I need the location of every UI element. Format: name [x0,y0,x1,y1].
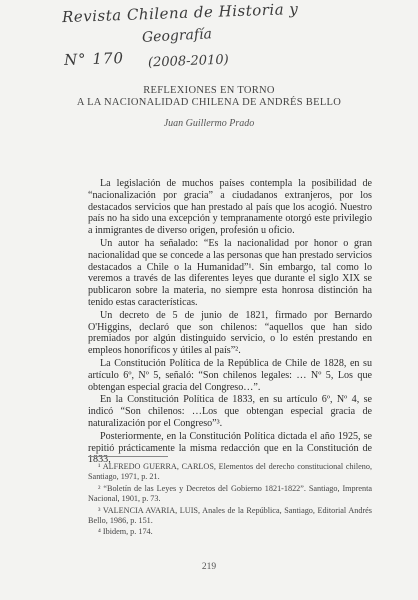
handwritten-note-issue: N° 170 [63,48,125,70]
footnote: ³ VALENCIA AVARIA, LUIS, Anales de la República, Santiago, Editorial Andrés Bello, 1986, p. 151. [88,505,372,526]
handwritten-note-years: (2008-2010) [147,52,229,71]
handwritten-note-journal: Revista Chilena de Historia y [61,0,299,27]
article-body [88,178,372,467]
handwritten-note-subject: Geografía [141,26,213,46]
body-paragraph: En la Constitución Política de 1833, en su artículo 6º, Nº 4, se indicó “Son chilenos: …Los que obtengan especial gracia de naturalización por el Congreso”³. [88,394,372,429]
footnote: ⁴ Ibidem, p. 174. [98,527,153,537]
page-number: 219 [201,562,217,572]
article-author: Juan Guillermo Prado [163,118,255,129]
footnote-divider [88,456,168,457]
article-title-line-1: REFLEXIONES EN TORNO [143,85,275,96]
body-paragraph: Posteriormente, en la Constitución Política dictada el año 1925, se repitió prácticamente la misma redacción que en la Constitución de 1833, [88,430,372,466]
body-paragraph: La legislación de muchos países contempla la posibilidad de “nacionalización por gracia” a ciudadanos extranjeros, por los destacados servicios que han prestado al país que los acogió. Nuestro país no ha sido una excepción y tempranamente otorgó este privilegio a inmigrantes de diverso origen, profesión u oficio. [88,178,372,237]
footnote: ² “Boletín de las Leyes y Decretos del Gobierno 1821-1822”. Santiago, Imprenta Nacional, 1901, p. 73. [88,483,372,504]
footnote: ¹ ALFREDO GUERRA, CARLOS, Elementos del derecho constitucional chileno, Santiago, 1971, p. 21. [88,462,372,482]
body-paragraph: La Constitución Política de la República de Chile de 1828, en su artículo 6º, Nº 5, señaló: “Son chilenos legales: … Nº 5, Los que obtengan especial gracia del Congreso…”. [88,357,372,393]
body-paragraph: Un autor ha señalado: “Es la nacionalidad por honor o gran nacionalidad que se concede a las personas que han prestado servicios destacados a Chile o la Humanidad”¹. Sin embargo, tal como lo veremos a través de las diferentes leyes que durante el siglo XIX se publicaron sobre la materia, no siempre esta honrosa distinción ha tenido estas características. [88,237,372,308]
article-title-line-2: A LA NACIONALIDAD CHILENA DE ANDRÉS BELLO [76,97,342,108]
footnotes [88,462,372,539]
body-paragraph: Un decreto de 5 de junio de 1821, firmado por Bernardo O'Higgins, declaró que son chilenos: “aquellos que han sido premiados por algún distinguido servicio, o lo estén prestando en empleos honoríficos y útiles al país”². [88,309,372,357]
